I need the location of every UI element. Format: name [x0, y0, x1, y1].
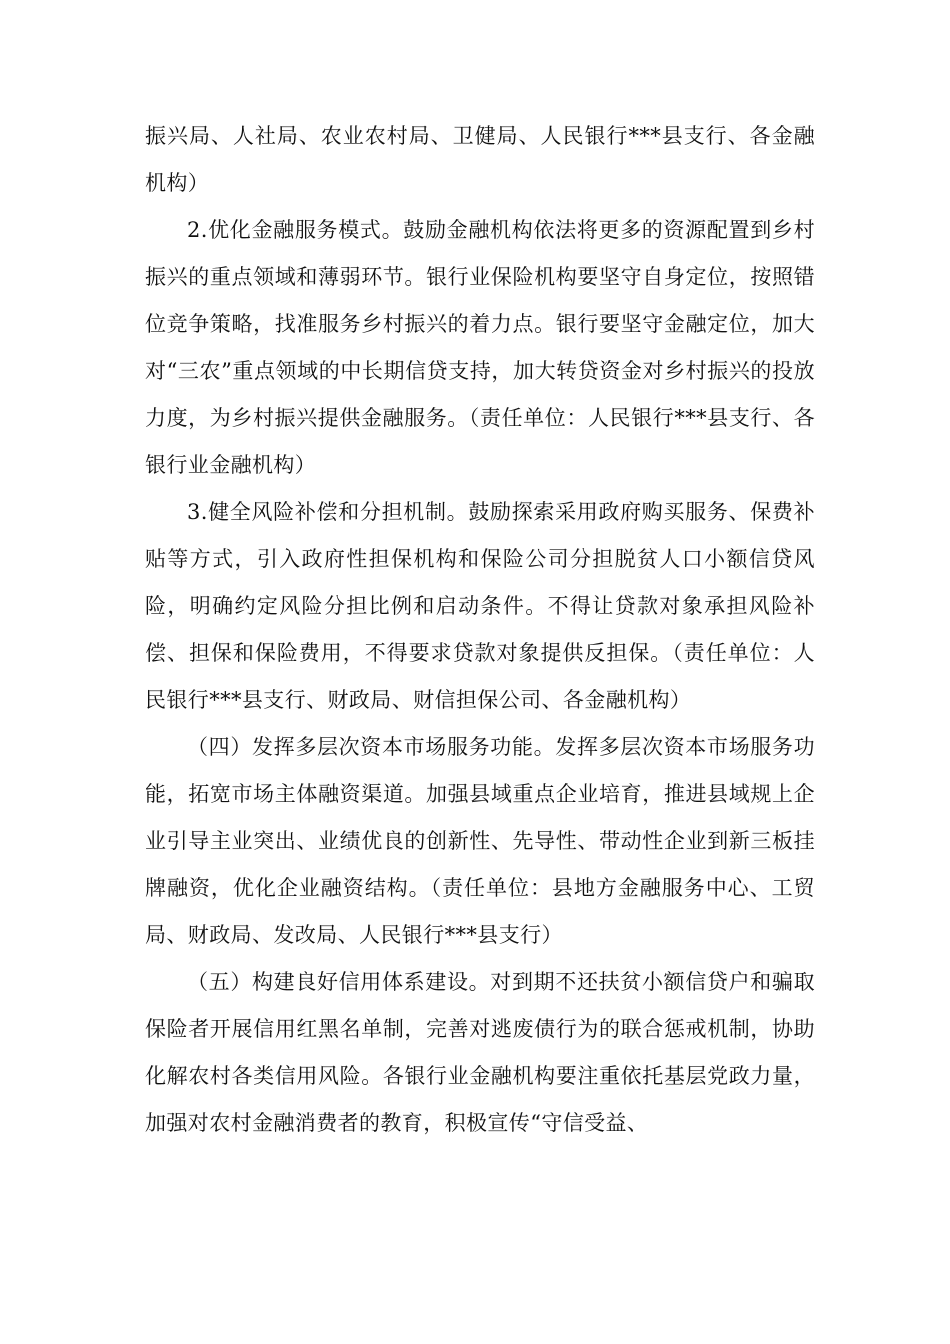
- paragraph-credit-system: （五）构建良好信用体系建设。对到期不还扶贫小额信贷户和骗取保险者开展信用红黑名单制，完善对逃废债行为的联合惩戒机制，协助化解农村各类信用风险。各银行业金融机构要注重依托基层党政力量，加强对农村金融消费者的教育，积极宣传“守信受益、: [145, 970, 815, 1135]
- paragraph-continuation: 振兴局、人社局、农业农村局、卫健局、人民银行***县支行、各金融机构）: [145, 124, 815, 195]
- document-body: [145, 113, 815, 1147]
- paragraph-financial-service-model: 2.优化金融服务模式。鼓励金融机构依法将更多的资源配置到乡村振兴的重点领域和薄弱环节。银行业保险机构要坚守自身定位，按照错位竞争策略，找准服务乡村振兴的着力点。银行要坚守金融定位，加大对“三农”重点领域的中长期信贷支持，加大转贷资金对乡村振兴的投放力度，为乡村振兴提供金融服务。（责任单位：人民银行***县支行、各银行业金融机构）: [145, 218, 815, 477]
- paragraph-risk-compensation: 3.健全风险补偿和分担机制。鼓励探索采用政府购买服务、保费补贴等方式，引入政府性担保机构和保险公司分担脱贫人口小额信贷风险，明确约定风险分担比例和启动条件。不得让贷款对象承担风险补偿、担保和保险费用，不得要求贷款对象提供反担保。（责任单位：人民银行***县支行、财政局、财信担保公司、各金融机构）: [145, 500, 815, 712]
- paragraph-capital-market: （四）发挥多层次资本市场服务功能。发挥多层次资本市场服务功能，拓宽市场主体融资渠道。加强县域重点企业培育，推进县域规上企业引导主业突出、业绩优良的创新性、先导性、带动性企业到新三板挂牌融资，优化企业融资结构。（责任单位：县地方金融服务中心、工贸局、财政局、发改局、人民银行***县支行）: [145, 735, 815, 947]
